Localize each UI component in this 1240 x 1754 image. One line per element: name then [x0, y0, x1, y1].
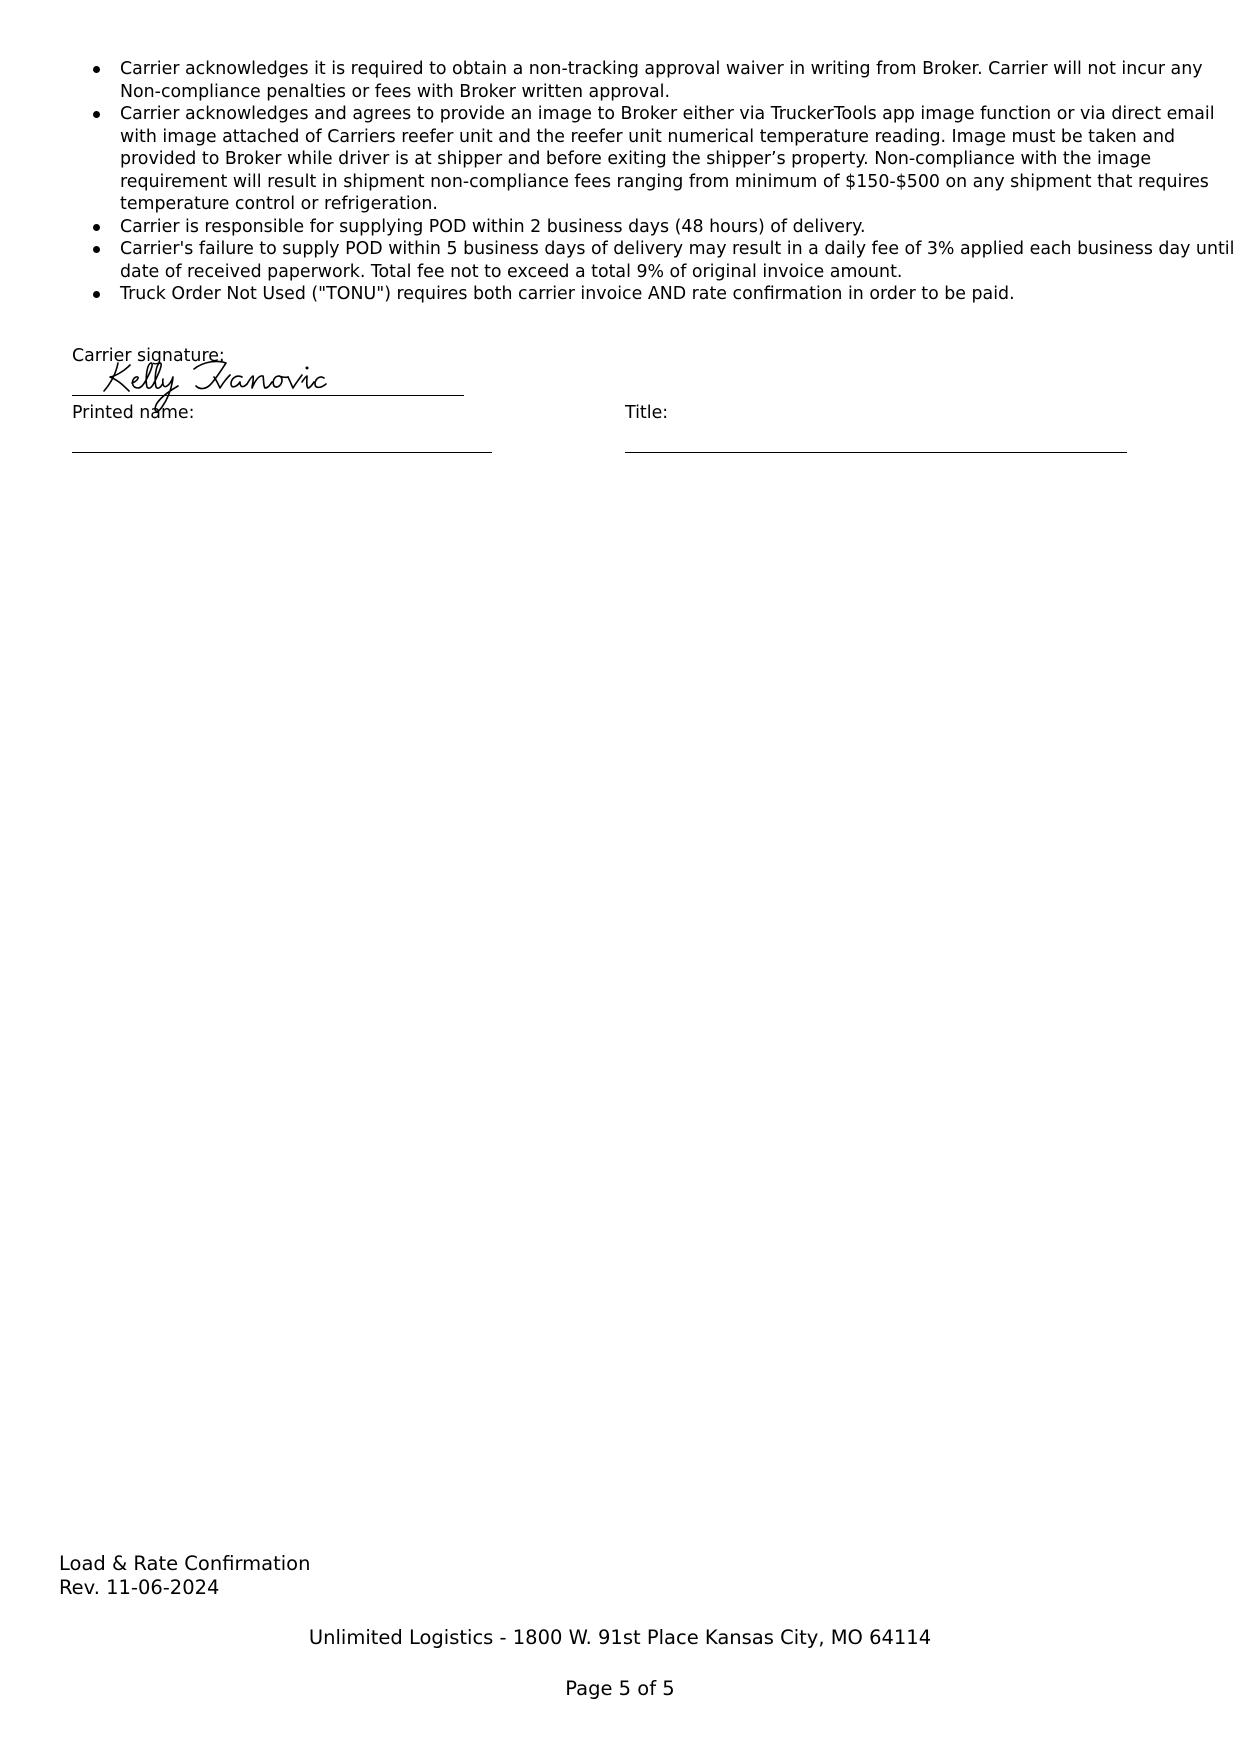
term-item: Carrier's failure to supply POD within 5 business days of delivery may result in a daily fee of 3% applied each business day until date of received paperwork. Total fee not to exceed a total 9% of original invoice amount.: [120, 238, 1240, 283]
footer-revision: Rev. 11-06-2024: [59, 1576, 220, 1599]
footer-company-address: Unlimited Logistics - 1800 W. 91st Place Kansas City, MO 64114: [308, 1626, 932, 1649]
printed-name-label: Printed name:: [72, 403, 195, 423]
term-item: Truck Order Not Used ("TONU") requires both carrier invoice AND rate confirmation in order to be paid.: [120, 283, 1240, 306]
footer-doc-title: Load & Rate Confirmation: [59, 1552, 311, 1575]
term-item: Carrier acknowledges and agrees to provide an image to Broker either via TruckerTools app image function or via direct email with image attached of Carriers reefer unit and the reefer unit numerical temperature reading. Image must be taken and provided to Broker while driver is at shipper and before exiting the shipper’s property. Non-compliance with the image requirement will result in shipment non-compliance fees ranging from minimum of $150-$500 on any shipment that requires temperature control or refrigeration.: [120, 103, 1240, 216]
page-number: Page 5 of 5: [565, 1677, 675, 1700]
title-line: [625, 452, 1127, 453]
carrier-signature-label: Carrier signature:: [72, 346, 225, 366]
signature-line: [72, 395, 464, 396]
term-item: Carrier is responsible for supplying POD within 2 business days (48 hours) of delivery.: [120, 216, 1240, 239]
title-label: Title:: [625, 403, 669, 423]
terms-list: [72, 58, 1240, 306]
term-item: Carrier acknowledges it is required to obtain a non-tracking approval waiver in writing from Broker. Carrier will not incur any Non-compliance penalties or fees with Broker written approval.: [120, 58, 1240, 103]
printed-name-line: [72, 452, 492, 453]
